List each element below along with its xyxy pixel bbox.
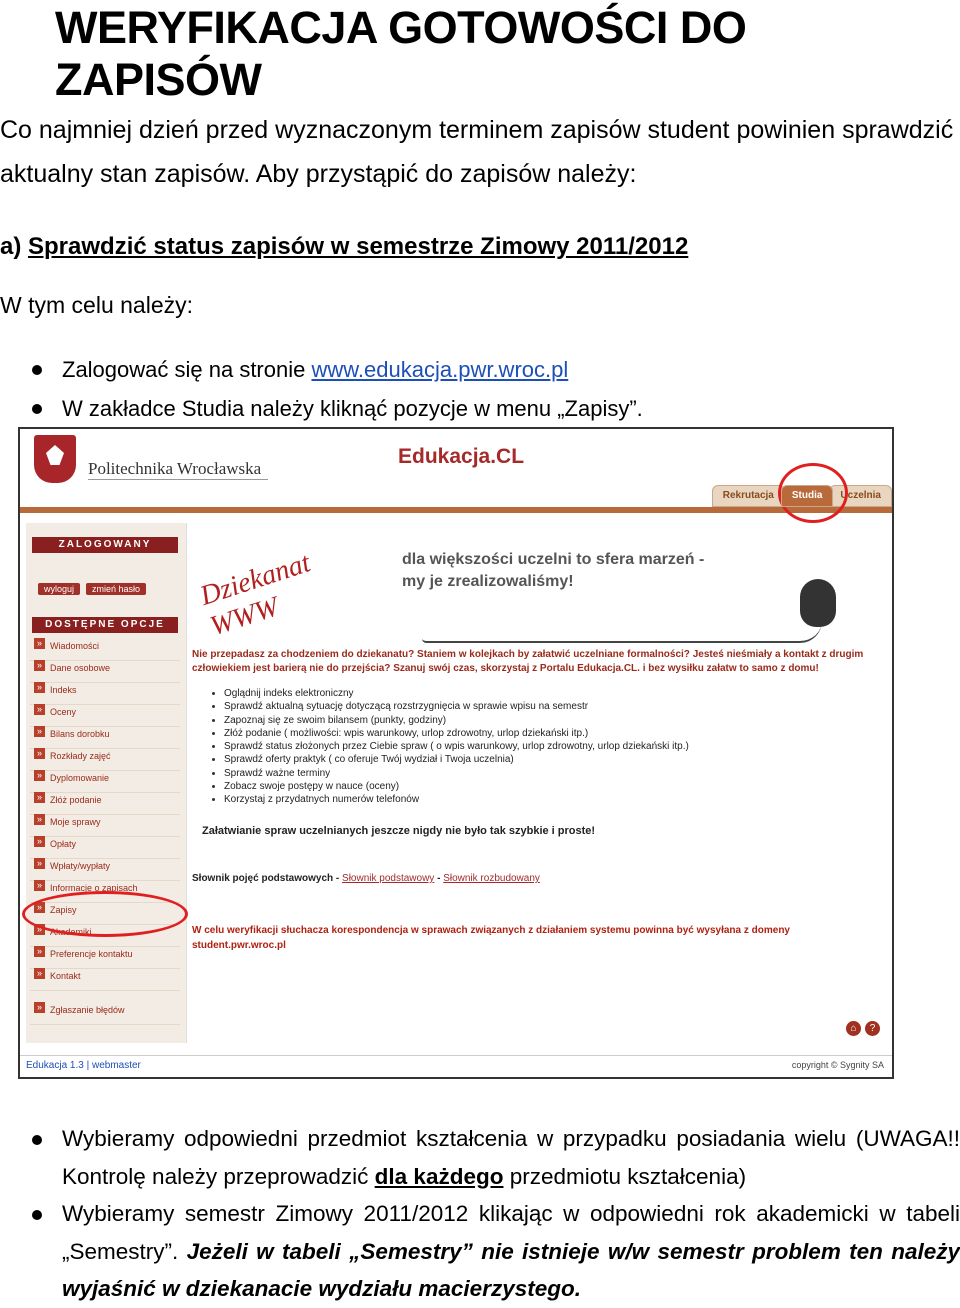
footer-version-link[interactable]: Edukacja 1.3 | webmaster [26,1060,141,1071]
list-item: • Sprawdź oferty praktyk ( co oferuje Twój wydział i Twoja uczelnia) [224,753,689,766]
account-buttons [38,583,186,595]
tab-instruction-text: W zakładce Studia należy kliknąć pozycje w menu „Zapisy”. [62,396,643,421]
list-item: • Sprawdź aktualną sytuację dotyczącą rozstrzygnięcia w sprawie wpisu na semestr [224,700,689,713]
slogan-line-1: dla większości uczelni to sfera marzeń - [402,551,705,568]
header-bar [20,507,892,513]
bullet-icon [32,1135,42,1145]
list-item: • Sprawdź ważne terminy [224,767,689,780]
w-tym-celu-text: W tym celu należy: [0,292,193,318]
portal-intro: Nie przepadasz za chodzeniem do dziekanatu? Staniem w kolejkach by załatwić uczelniane formalności? Jesteś nieśmiały a kontakt z drugim człowiekiem jest barierą nie do przejścia? Szanuj swój czas, skorzystaj z Portalu Edukacja.CL. i bez wysiłku załatw to samo z domu! [192,649,864,674]
intro-paragraph: Co najmniej dzień przed wyznaczonym terminem zapisów student powinien sprawdzić aktualny stan zapisów. Aby przystąpić do zapisów należy: [0,116,954,188]
dziekanat-logo [196,533,382,643]
zapisy-highlight-circle [22,891,188,937]
tab-studia[interactable]: Studia [781,485,834,507]
list-item [0,350,643,389]
section-a-prefix: a) [0,233,22,260]
list-item [0,389,643,428]
options-header: DOSTĘPNE OPCJE [32,617,178,633]
mouse-cord [422,621,822,643]
steps-list [0,350,643,428]
menu-item-zapisy[interactable]: » Zapisy [30,903,180,925]
portal-logo: Edukacja.CL [398,445,525,468]
portal-sidebar [26,523,187,1043]
menu-item-wiadomosci[interactable]: » Wiadomości [30,639,180,661]
help-icons [846,1021,880,1036]
menu-item-indeks[interactable]: » Indeks [30,683,180,705]
menu-item-akademiki[interactable]: » Akademiki [30,925,180,947]
glossary-extended-link[interactable]: Słownik rozbudowany [443,873,540,884]
menu-item-wplaty[interactable]: » Wpłaty/wypłaty [30,859,180,881]
menu-item-zloz-podanie[interactable]: » Złóż podanie [30,793,180,815]
change-password-button[interactable]: zmień hasło [86,583,146,595]
list-item: • Sprawdź status złożonych przez Ciebie spraw ( o wpis warunkowy, urlop zdrowotny, urlop dziekański itp.) [224,740,689,753]
list-item: • Korzystaj z przydatnych numerów telefonów [224,793,689,806]
divider [88,479,268,480]
tab-uczelnia[interactable]: Uczelnia [829,485,892,507]
menu-item-oceny[interactable]: » Oceny [30,705,180,727]
help-icon[interactable]: ? [865,1021,880,1036]
login-text: Zalogować się na stronie [62,357,312,382]
section-a-heading [0,233,688,261]
portal-header [20,429,892,509]
list-item: • Zapoznaj się ze swoim bilansem (punkty, godziny) [224,714,689,727]
mouse-icon [800,579,836,627]
tab-rekrutacja[interactable]: Rekrutacja [712,485,785,507]
menu-item-kontakt[interactable]: » Kontakt [30,969,180,991]
tagline: Załatwianie spraw uczelnianych jeszcze nigdy nie było tak szybkie i proste! [202,825,596,837]
university-crest-icon [34,435,76,483]
menu-item-dyplomowanie[interactable]: » Dyplomowanie [30,771,180,793]
list-item: • Zobacz swoje postępy w nauce (oceny) [224,780,689,793]
portal-footer [20,1055,892,1076]
menu-item-bilans[interactable]: » Bilans dorobku [30,727,180,749]
list-item [0,1120,960,1195]
portal-screenshot [18,427,894,1079]
options-menu [26,639,186,1025]
feature-list [210,687,689,807]
menu-item-informacje[interactable]: » Informacje o zapisach [30,881,180,903]
menu-item-preferencje[interactable]: » Preferencje kontaktu [30,947,180,969]
list-item [0,1195,960,1308]
logout-button[interactable]: wyloguj [38,583,80,595]
section-a-text: Sprawdzić status zapisów w semestrze Zimowy 2011/2012 [28,233,689,260]
portal-main [192,523,884,1043]
footer-copyright: copyright © Sygnity SA [791,1060,884,1070]
slogan-line-2: my je zrealizowaliśmy! [402,573,574,590]
bullet-icon [32,404,42,414]
home-icon[interactable]: ⌂ [846,1021,861,1036]
glossary-line [192,873,540,884]
list-item: • Oglądnij indeks elektroniczny [224,687,689,700]
bullet-icon [32,365,42,375]
dziekanat-logo-text: Dziekanat WWW [196,547,315,643]
verification-note: W celu weryfikacji słuchacza korespondencja w sprawach związanych z działaniem systemu powinna być wysyłana z domeny student.pwr.wroc.pl [192,925,790,951]
bullet-icon [32,1210,42,1220]
semester-text: Wybieramy semestr Zimowy 2011/2012 klikając w odpowiedni rok akademicki w tabeli „Semestry”. [62,1201,960,1264]
slogan [402,549,704,593]
subject-text-end: przedmiotu kształcenia) [503,1163,747,1189]
menu-item-rozklady[interactable]: » Rozkłady zajęć [30,749,180,771]
selection-steps-list [0,1120,960,1308]
list-item: • Złóż podanie ( możliwości: wpis warunkowy, urlop zdrowotny, urlop dziekański itp.) [224,727,689,740]
menu-item-zglaszanie[interactable]: » Zgłaszanie błędów [30,1003,180,1025]
subject-text: Wybieramy odpowiedni przedmiot kształcenia w przypadku posiadania wielu (UWAGA!! Kontrolę należy przeprowadzić [62,1126,960,1189]
semester-warning: Jeżeli w tabeli „Semestry” nie istnieje w/w semestr problem ten należy wyjaśnić w dziekanacie wydziału macierzystego. [62,1238,960,1301]
portal-tabs [716,485,892,507]
glossary-basic-link[interactable]: Słownik podstawowy [342,873,435,884]
glossary-label: Słownik pojęć podstawowych - [192,873,343,884]
edukacja-link[interactable]: www.edukacja.pwr.wroc.pl [311,357,569,382]
menu-item-moje-sprawy[interactable]: » Moje sprawy [30,815,180,837]
glossary-separator: - [434,873,444,884]
menu-item-oplaty[interactable]: » Opłaty [30,837,180,859]
subject-emphasis: dla każdego [374,1163,504,1189]
menu-item-dane-osobowe[interactable]: » Dane osobowe [30,661,180,683]
page-title: WERYFIKACJA GOTOWOŚCI DO ZAPISÓW [55,2,747,105]
university-name: Politechnika Wrocławska [88,459,262,478]
logged-header: ZALOGOWANY [32,537,178,553]
